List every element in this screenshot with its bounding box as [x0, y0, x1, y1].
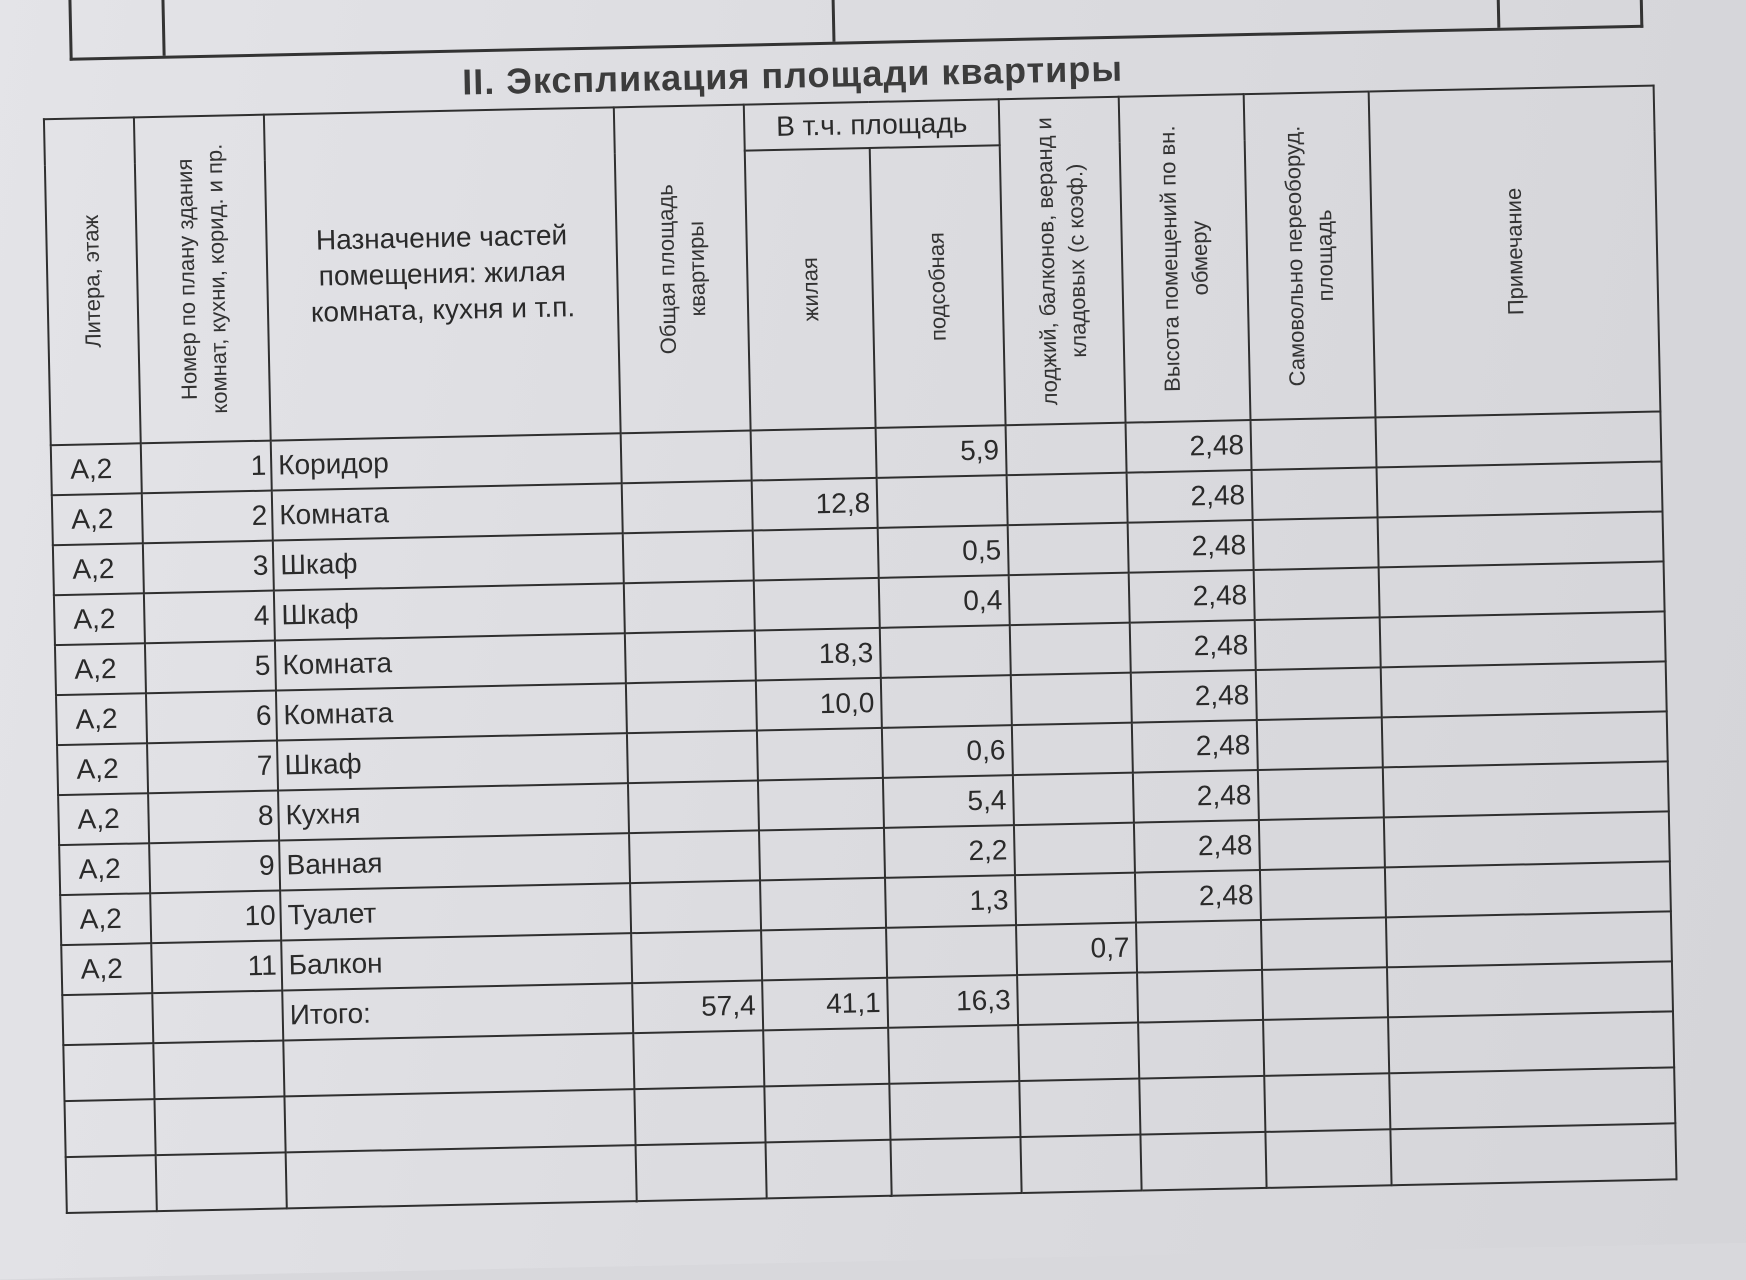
total-living-value: 41,1: [762, 978, 888, 1031]
cell-total: [624, 581, 755, 634]
cell-number: 10: [150, 890, 281, 943]
header-illegal: Самовольно переоборуд. площадь: [1244, 92, 1376, 421]
cell-litera: А,2: [60, 893, 151, 945]
cell-litera: А,2: [52, 493, 143, 545]
cell-number: 8: [148, 791, 279, 844]
cell-aux: 0,5: [878, 525, 1009, 578]
cell-loggia: [1008, 523, 1129, 576]
cell-number: 4: [144, 591, 275, 644]
cell-loggia: 0,7: [1016, 923, 1137, 976]
cell-height: 2,48: [1134, 820, 1260, 873]
cell-living: [753, 528, 879, 581]
cell-illegal: [1261, 917, 1387, 970]
cell-height: [1136, 920, 1262, 973]
cell-height: 2,48: [1131, 670, 1257, 723]
cell-note: [1381, 661, 1667, 717]
cell-note: [1383, 761, 1669, 817]
cell-litera: А,2: [58, 793, 149, 845]
cell-name: Комната: [272, 483, 623, 540]
cell-aux: [880, 625, 1011, 678]
cell-height: 2,48: [1127, 470, 1253, 523]
cell-loggia: [1013, 773, 1134, 826]
cell-total: [623, 531, 754, 584]
cell-height: 2,48: [1132, 720, 1258, 773]
cell-litera: А,2: [57, 743, 148, 795]
cell-illegal: [1255, 617, 1381, 670]
cell-height: 2,48: [1130, 620, 1256, 673]
cell-note: [1382, 711, 1668, 767]
cell-aux: [886, 925, 1017, 978]
cell-name: Балкон: [281, 933, 632, 990]
cell-number: 5: [145, 641, 276, 694]
cell-illegal: [1257, 717, 1383, 770]
cell-aux: 1,3: [885, 875, 1016, 928]
cell-living: [759, 828, 885, 881]
cell-living: [761, 928, 887, 981]
cell-loggia: [1011, 673, 1132, 726]
cell-illegal: [1253, 517, 1379, 570]
cell-loggia: [1006, 423, 1127, 476]
cell-note: [1380, 611, 1666, 667]
cell-name: Шкаф: [274, 583, 625, 640]
header-purpose: Назначение частей помещения: жилая комната, кухня и т.п.: [264, 107, 621, 440]
cell-aux: 5,4: [883, 775, 1014, 828]
cell-litera: А,2: [56, 693, 147, 745]
cell-aux: 2,2: [884, 825, 1015, 878]
total-area-value: 57,4: [632, 980, 763, 1033]
cell-name: Шкаф: [277, 733, 628, 790]
cell-living: 10,0: [756, 678, 882, 731]
cell-illegal: [1256, 667, 1382, 720]
cell-litera: А,2: [59, 843, 150, 895]
cell-note: [1378, 511, 1664, 567]
cell-name: Кухня: [278, 783, 629, 840]
header-incl-area: В т.ч. площадь: [744, 99, 1000, 150]
cell-litera: А,2: [61, 943, 152, 995]
cell-name: Комната: [276, 683, 627, 740]
cell-number: 7: [147, 741, 278, 794]
cell-note: [1377, 461, 1663, 517]
cell-total: [621, 431, 752, 484]
cell-number: 3: [143, 541, 274, 594]
cell-living: [754, 578, 880, 631]
cell-name: Туалет: [280, 883, 631, 940]
cell-loggia: [1010, 623, 1131, 676]
cell-height: 2,48: [1126, 420, 1252, 473]
cell-loggia: [1007, 473, 1128, 526]
cell-living: [757, 728, 883, 781]
cell-total: [628, 780, 759, 833]
cell-total: [622, 481, 753, 534]
total-label: Итого:: [282, 983, 633, 1040]
cell-litera: А,2: [53, 543, 144, 595]
header-note: Примечание: [1369, 86, 1661, 418]
explication-table: [43, 85, 1678, 1215]
cell-number: 11: [151, 940, 282, 993]
header-litera: Литера, этаж: [44, 117, 141, 445]
cell-illegal: [1254, 567, 1380, 620]
cell-total: [630, 880, 761, 933]
cell-note: [1379, 561, 1665, 617]
header-total-area: Общая площадь квартиры: [614, 105, 751, 434]
cell-note: [1384, 811, 1670, 867]
cell-litera: А,2: [51, 443, 142, 495]
cell-aux: 0,4: [879, 575, 1010, 628]
cell-name: Комната: [275, 633, 626, 690]
cell-illegal: [1252, 467, 1378, 520]
cell-illegal: [1250, 417, 1376, 470]
cell-aux: 0,6: [882, 725, 1013, 778]
cell-note: [1385, 861, 1671, 917]
cell-number: 9: [149, 841, 280, 894]
cell-living: 12,8: [752, 478, 878, 531]
header-auxiliary: подсобная: [870, 145, 1006, 428]
cell-aux: [877, 475, 1008, 528]
cell-number: 6: [146, 691, 277, 744]
total-aux-value: 16,3: [887, 975, 1018, 1028]
cell-total: [626, 680, 757, 733]
cell-height: 2,48: [1133, 770, 1259, 823]
header-loggia: лоджий, балконов, веранд и кладовых (с коэф.): [999, 97, 1126, 425]
cell-living: [760, 878, 886, 931]
cell-loggia: [1014, 823, 1135, 876]
cell-name: Ванная: [279, 833, 630, 890]
cell-height: 2,48: [1129, 570, 1255, 623]
cell-living: [751, 428, 877, 481]
header-number: Номер по плану здания комнат, кухни, корид. и пр.: [134, 115, 271, 444]
cell-total: [629, 830, 760, 883]
cell-name: Коридор: [271, 433, 622, 490]
section-title: II. Экспликация площади квартиры: [461, 47, 1124, 103]
cell-illegal: [1258, 767, 1384, 820]
cell-living: 18,3: [755, 628, 881, 681]
cell-number: 1: [141, 441, 272, 494]
cell-number: 2: [142, 491, 273, 544]
cell-litera: А,2: [55, 643, 146, 695]
cell-name: Шкаф: [273, 533, 624, 590]
cell-loggia: [1015, 873, 1136, 926]
cell-total: [625, 630, 756, 683]
cell-illegal: [1260, 867, 1386, 920]
cell-aux: 5,9: [876, 425, 1007, 478]
cell-living: [758, 778, 884, 831]
header-living: жилая: [745, 148, 876, 431]
cell-height: 2,48: [1135, 870, 1261, 923]
cell-aux: [881, 675, 1012, 728]
cell-loggia: [1009, 573, 1130, 626]
header-height: Высота помещений по вн. обмеру: [1119, 94, 1251, 423]
cell-total: [631, 930, 762, 983]
cell-loggia: [1012, 723, 1133, 776]
cell-total: [627, 730, 758, 783]
cell-illegal: [1259, 817, 1385, 870]
cell-note: [1375, 411, 1661, 467]
cell-height: 2,48: [1128, 520, 1254, 573]
previous-table-fragment: [68, 0, 1643, 61]
cell-note: [1386, 911, 1672, 967]
cell-litera: А,2: [54, 593, 145, 645]
